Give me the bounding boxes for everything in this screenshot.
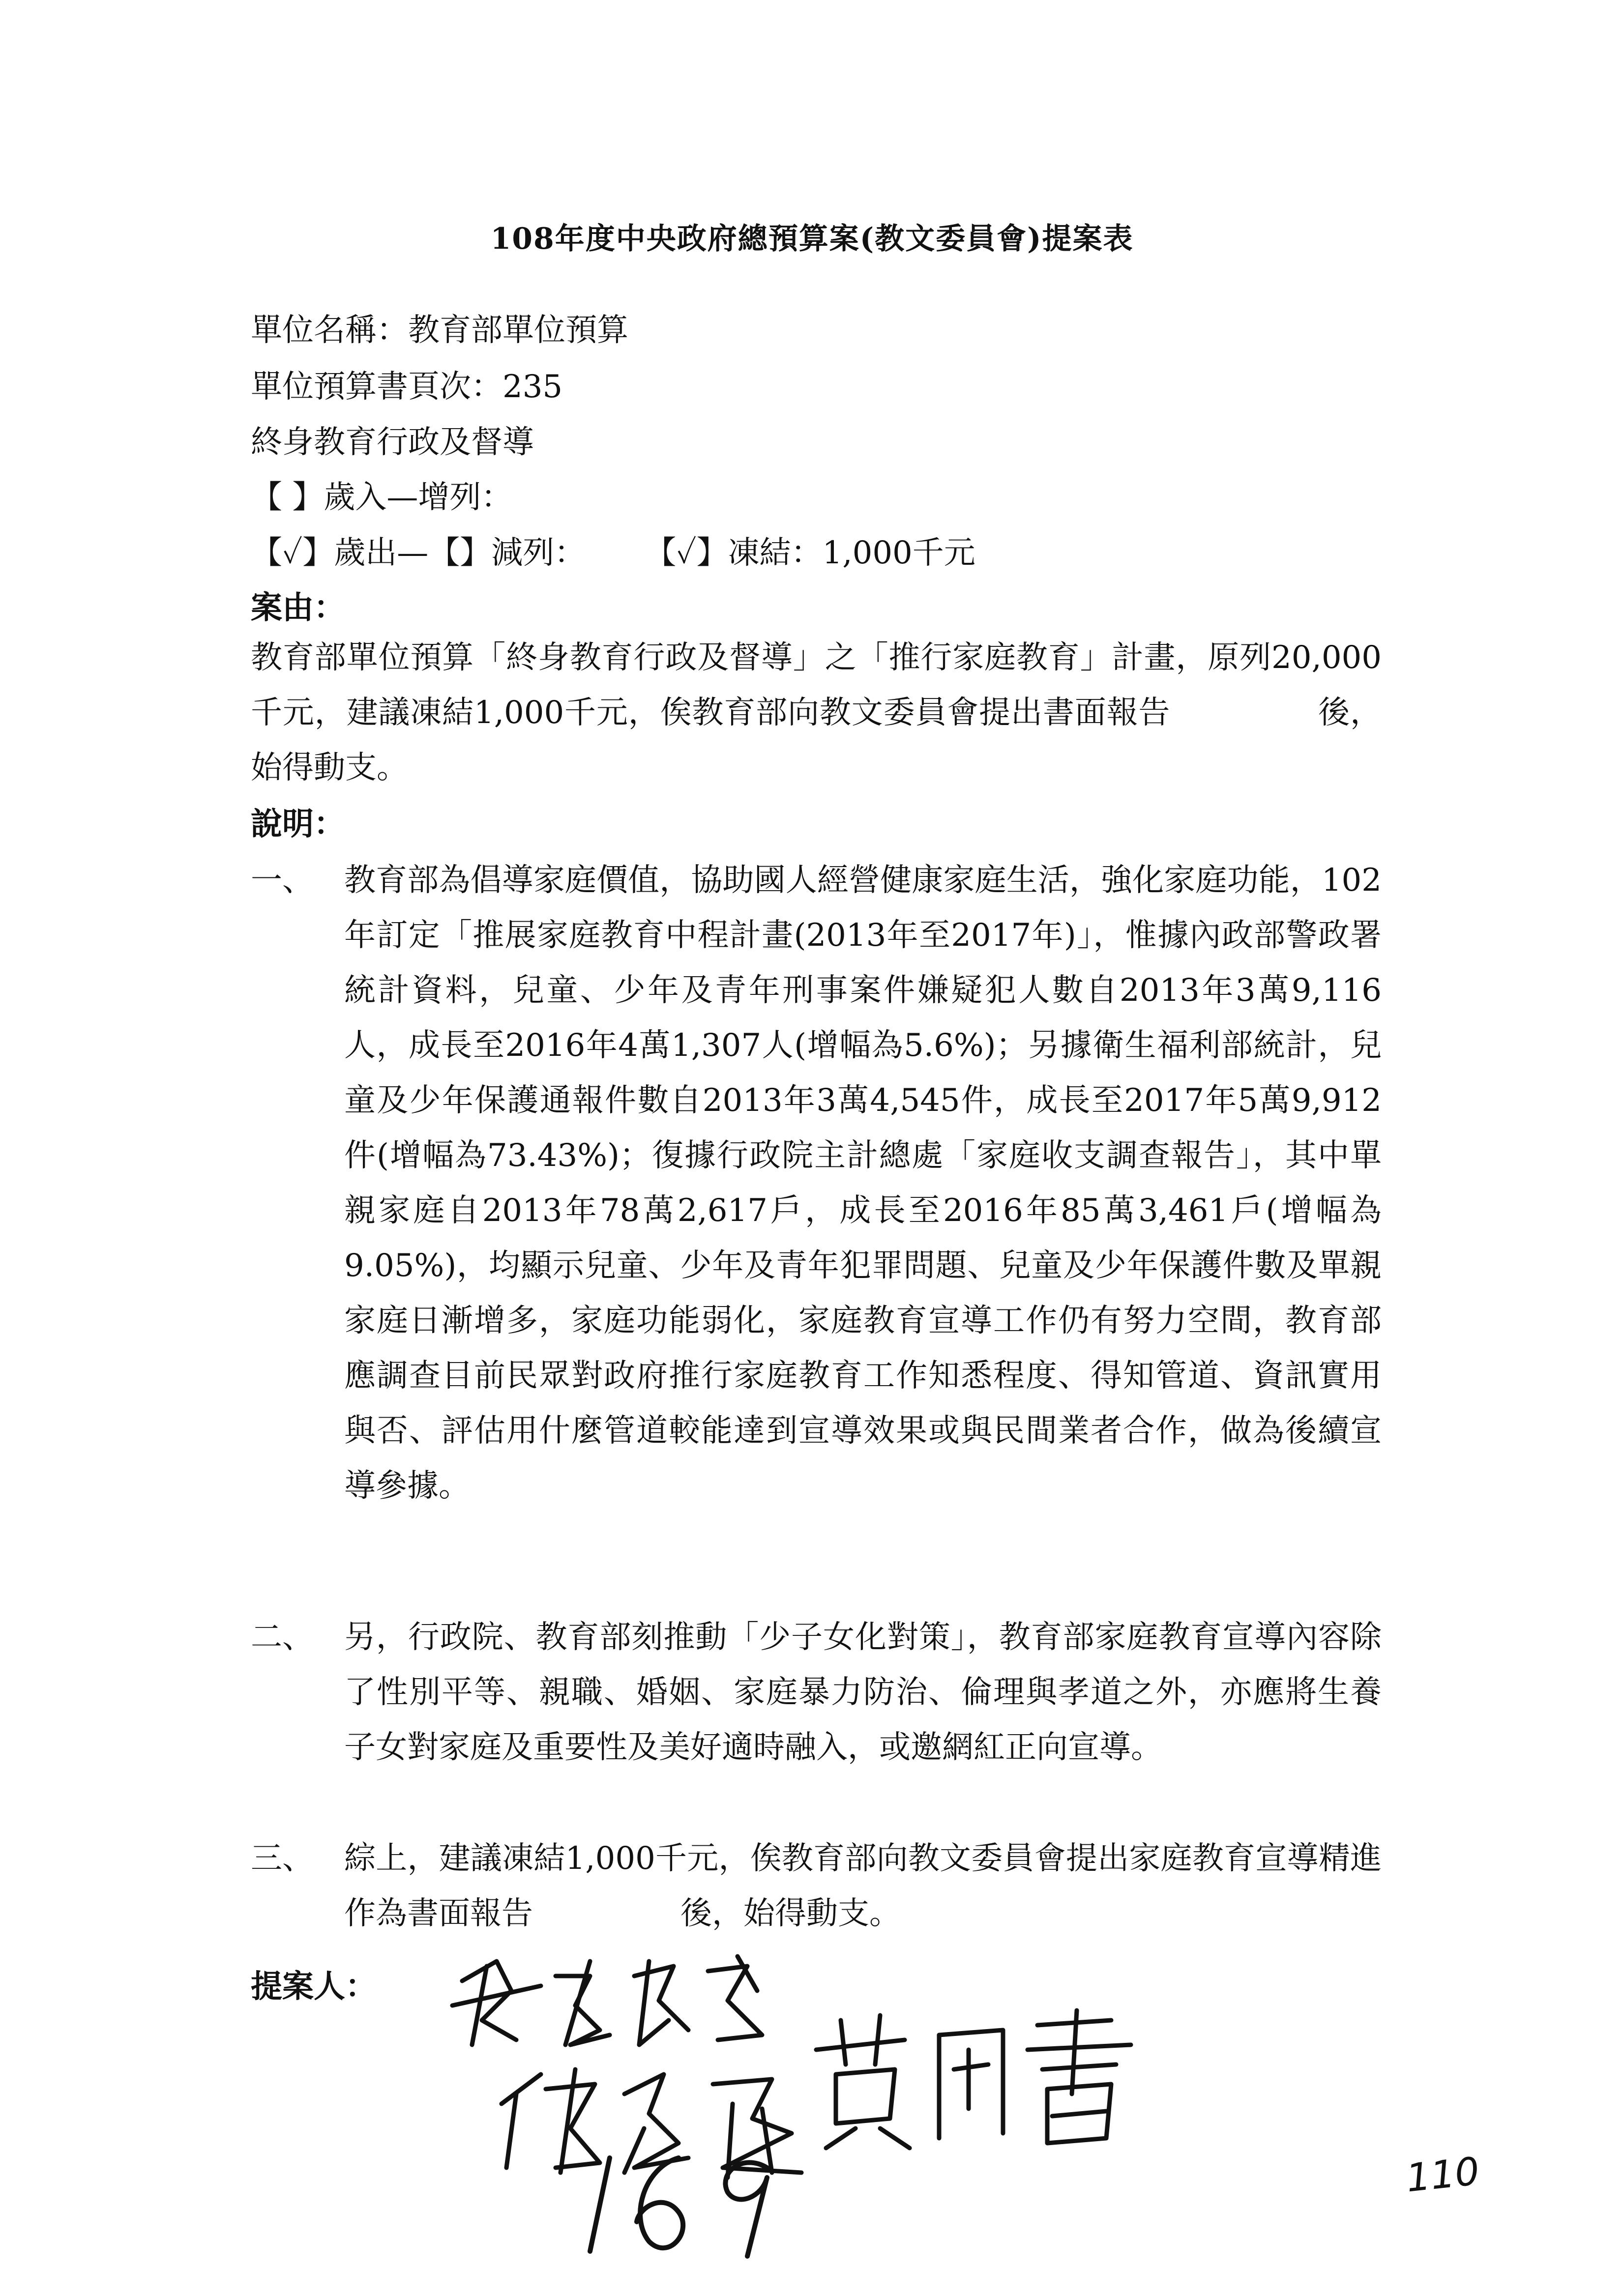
income-line: 【 】歲入—增列： [251, 479, 513, 516]
case-heading: 案由： [251, 589, 345, 626]
item-number: 二、 [251, 1619, 314, 1656]
budget-page: 單位預算書頁次：235 [251, 369, 563, 405]
signature-3 [806, 2005, 1151, 2153]
item-text-end: 後，始得動支。 [680, 1895, 901, 1932]
case-text [251, 630, 1382, 795]
unit-name: 單位名稱：教育部單位預算 [251, 312, 628, 349]
handwritten-number [580, 2138, 787, 2261]
explanation-item-3 [251, 1831, 1382, 1941]
item-number: 一、 [251, 862, 314, 899]
item-text-block [344, 1831, 1382, 1941]
explanation-item-1 [251, 853, 1382, 1513]
expense-freeze-line [251, 537, 975, 569]
program-name: 終身教育行政及督導 [251, 424, 534, 461]
case-text-main: 教育部單位預算「終身教育行政及督導」之「推行家庭教育」計畫，原列20,000千元，建議凍結1,000千元，俟教育部向教文委員會提出書面報告 [251, 639, 1382, 731]
explanation-heading: 說明： [251, 806, 345, 843]
signature-1 [443, 1947, 797, 2055]
item-text: 另，行政院、教育部刻推動「少子女化對策」，教育部家庭教育宣導內容除了性別平等、親職、婚姻、家庭暴力防治、倫理與孝道之外，亦應將生養子女對家庭及重要性及美好適時融入，或邀網紅正向宣導。 [344, 1619, 1382, 1766]
item-number: 三、 [251, 1840, 314, 1877]
expense-reduce: 【✓】歲出—【】減列： [251, 535, 586, 571]
case-text-end: 後，始得動支。 [251, 695, 1382, 786]
page-number: 110 [1404, 2149, 1482, 2201]
item-text: 教育部為倡導家庭價值，協助國人經營健康家庭生活，強化家庭功能，102年訂定「推展家庭教育中程計畫(2013年至2017年)」，惟據內政部警政署統計資料，兒童、少年及青年刑事案件嫌疑犯人數自2013年3萬9,116人，成長至2016年4萬1,307人(增幅為5.6%)；另據衛生福利部統計，兒童及少年保護通報件數自2013年3萬4,545件，成長至2017年5萬9,912件(增幅為73.43%)；復據行政院主計總處「家庭收支調查報告」，其中單親家庭自2013年78萬2,617戶，成長至2016年85萬3,461戶(增幅為9.05%)，均顯示兒童、少年及青年犯罪問題、兒童及少年保護件數及單親家庭日漸增多，家庭功能弱化，家庭教育宣導工作仍有努力空間，教育部應調查目前民眾對政府推行家庭教育工作知悉程度、得知管道、資訊實用與否、評估用什麼管道較能達到宣導效果或與民間業者合作，做為後續宣導參據。 [344, 862, 1382, 1504]
page-title: 108年度中央政府總預算案(教文委員會)提案表 [490, 222, 1134, 256]
explanation-item-2 [251, 1610, 1382, 1775]
proposer-label: 提案人： [251, 1968, 377, 2005]
item-text: 綜上，建議凍結1,000千元，俟教育部向教文委員會提出家庭教育宣導精進作為書面報告 [344, 1840, 1382, 1932]
freeze-amount: 【✓】凍結：1,000千元 [645, 535, 975, 571]
